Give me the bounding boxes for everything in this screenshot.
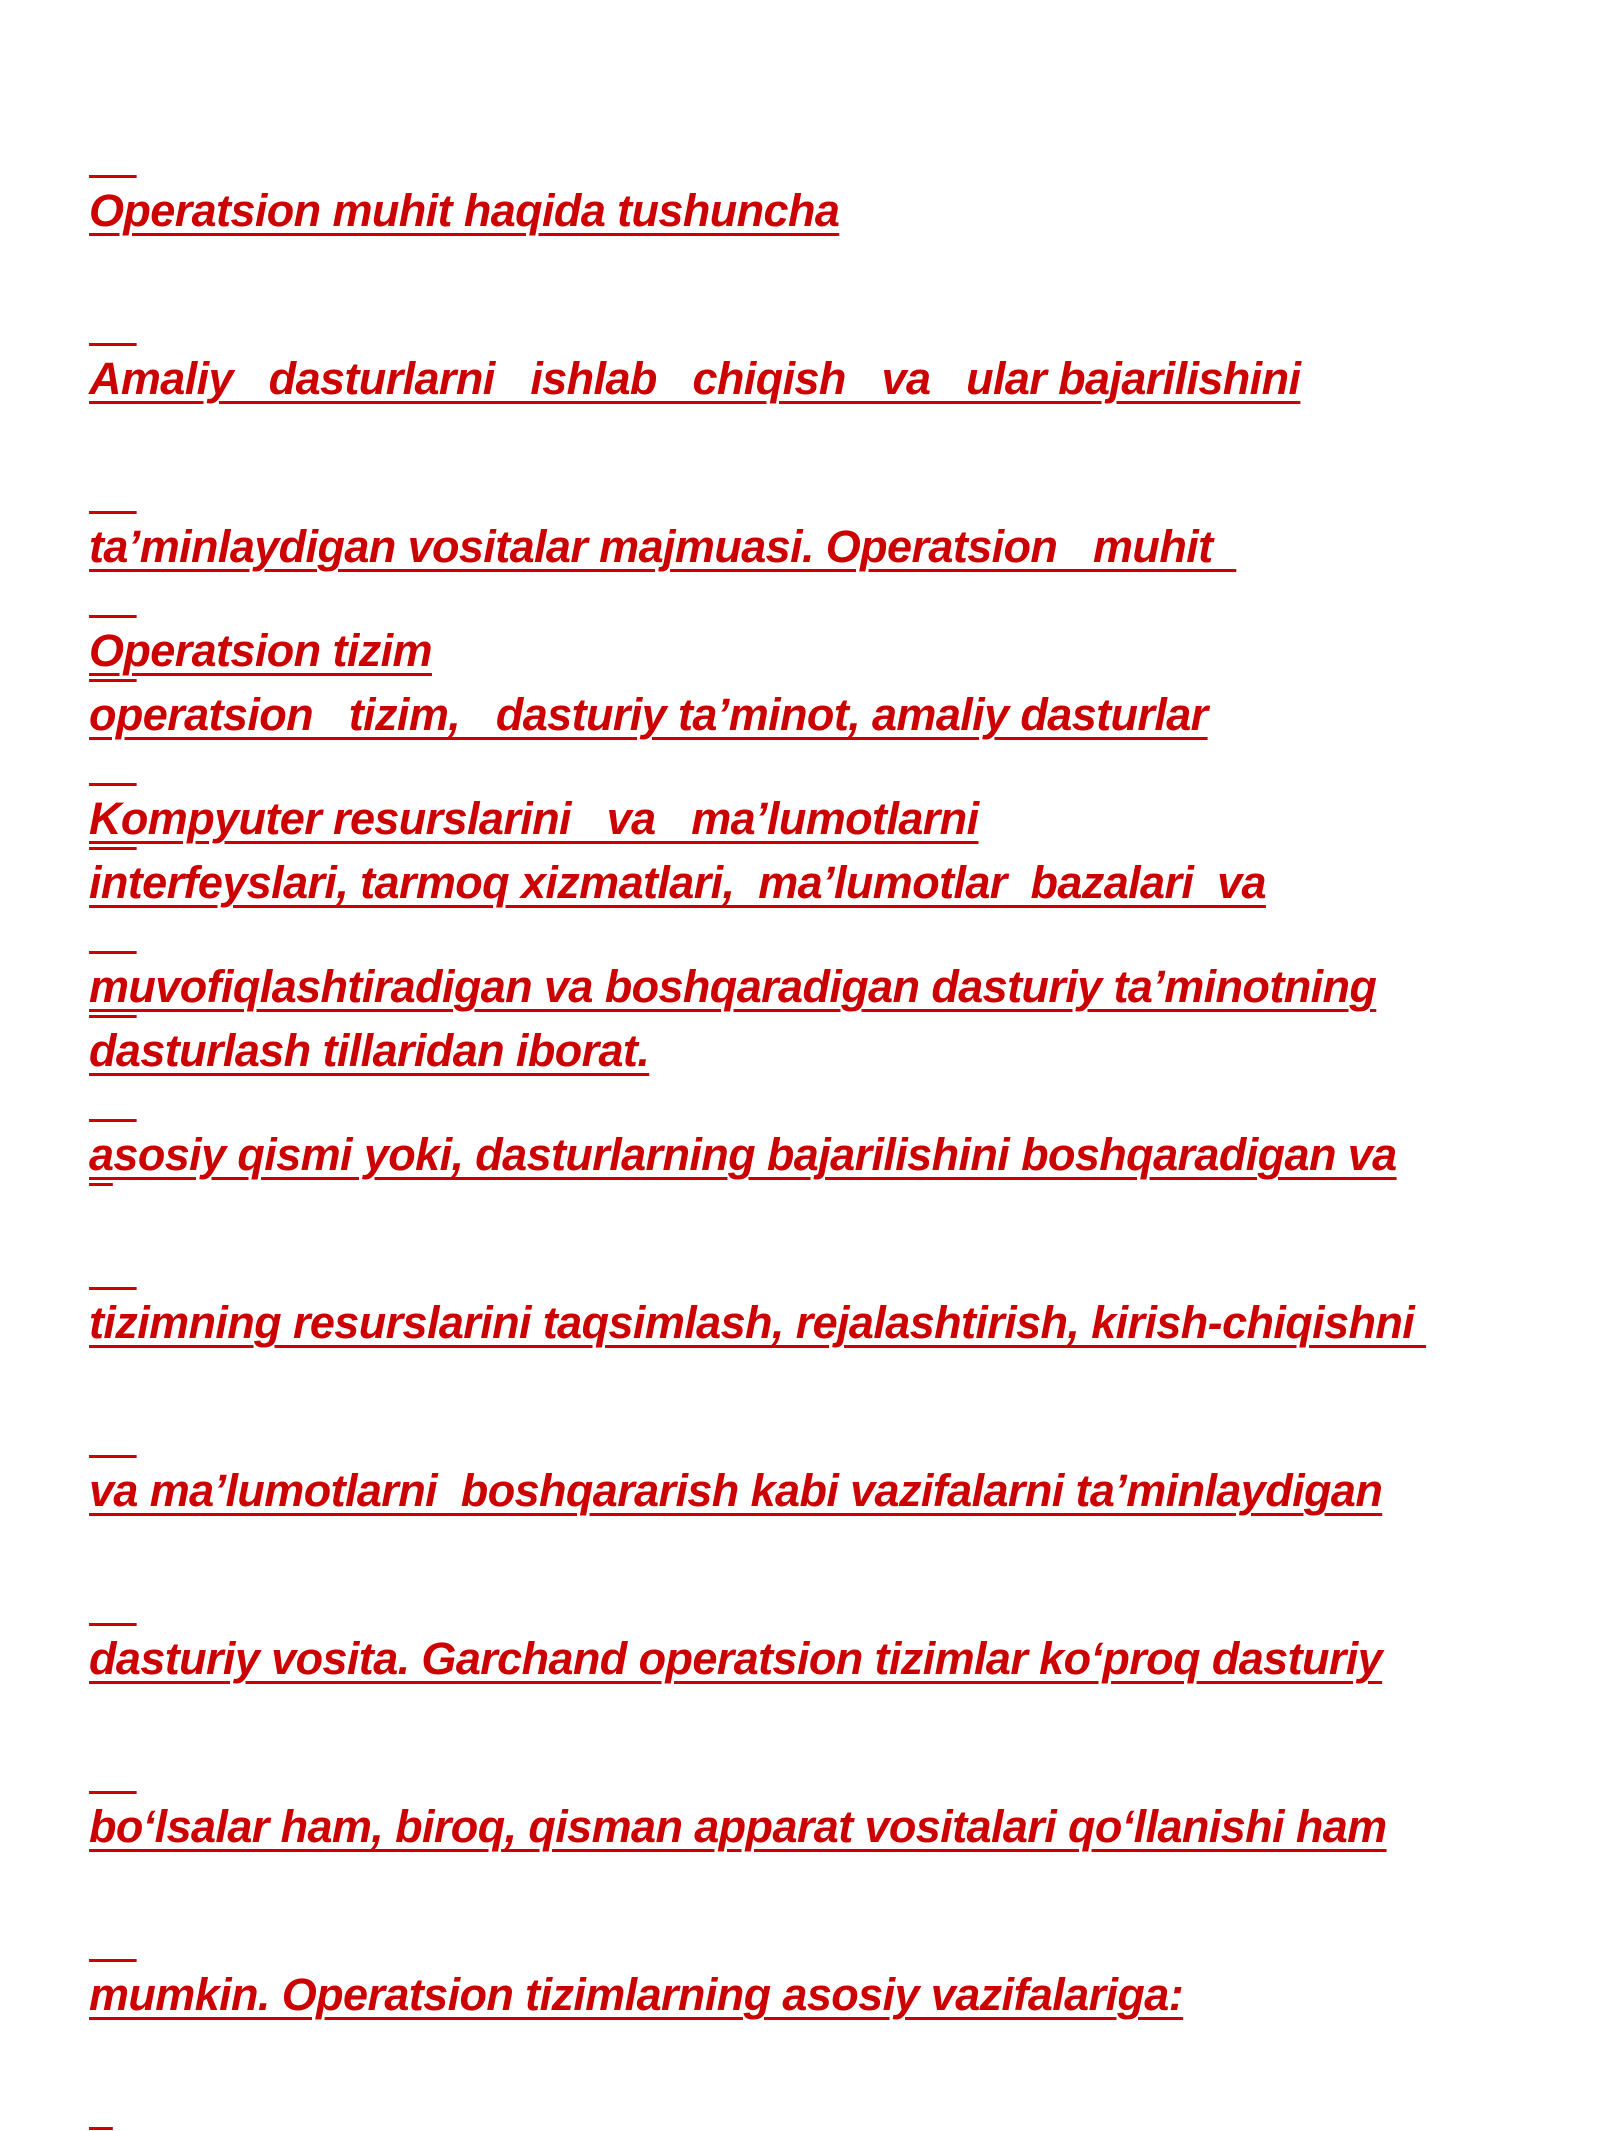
paragraph-line: Amaliy dasturlarni ishlab chiqish va ular bajarilishini (89, 353, 1301, 404)
paragraph-line: dasturlash tillaridan iborat. (89, 1025, 650, 1076)
paragraph-line: operatsion tizim, dasturiy ta’minot, amaliy dasturlar (89, 689, 1208, 740)
paragraph-line: mumkin. Operatsion tizimlarning asosiy vazifalariga: (89, 1969, 1184, 2020)
paragraph-line: interfeyslari, tarmoq xizmatlari, ma’lumotlar bazalari va (89, 857, 1266, 908)
operating-system-definition (89, 515, 1569, 2131)
section-heading: Operatsion tizim (89, 625, 432, 676)
paragraph-line: dasturiy vosita. Garchand operatsion tizimlar ko‘proq dasturiy (89, 1633, 1383, 1684)
paragraph-line: tizimning resurslarini taqsimlash, rejalashtirish, kirish-chiqishni (89, 1297, 1427, 1348)
section-heading: Operatsion muhit haqida tushuncha (89, 185, 840, 236)
paragraph-line: va ma’lumotlarni boshqararish kabi vazifalarni ta’minlaydigan (89, 1465, 1383, 1516)
paragraph-line: muvofiqlashtiradigan va boshqaradigan dasturiy ta’minotning (89, 961, 1377, 1012)
paragraph-line: bo‘lsalar ham, biroq, qisman apparat vositalari qo‘llanishi ham (89, 1801, 1387, 1852)
paragraph-line: ta’minlaydigan vositalar majmuasi. Operatsion muhit (89, 521, 1237, 572)
paragraph-line: Kompyuter resurslarini va ma’lumotlarni (89, 793, 979, 844)
paragraph-line: asosiy qismi yoki, dasturlarning bajarilishini boshqaradigan va (89, 1129, 1397, 1180)
